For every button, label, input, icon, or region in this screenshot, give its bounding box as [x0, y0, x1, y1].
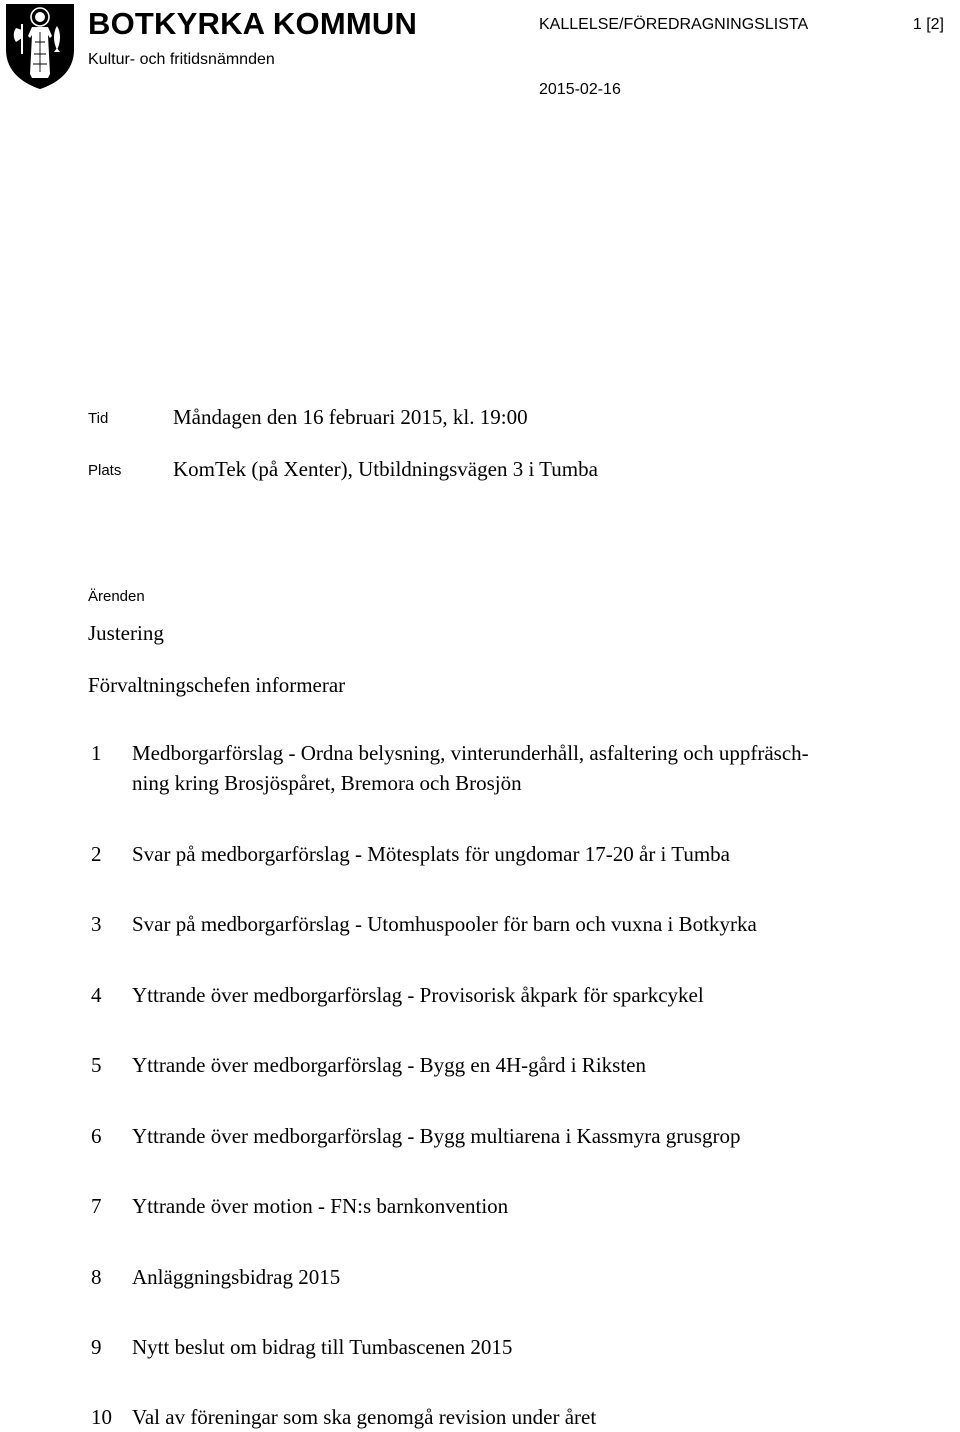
agenda-item-text [132, 909, 852, 939]
page-number: 1 [2] [912, 16, 944, 33]
place-value: KomTek (på Xenter), Utbildningsvägen 3 i Tumba [173, 457, 598, 481]
agenda-item-text [132, 1121, 852, 1151]
document-date: 2015-02-16 [539, 81, 621, 98]
agenda-item-line: Yttrande över medborgarförslag - Bygg multiarena i Kassmyra grusgrop [132, 1124, 741, 1148]
agenda-intro-item: Justering [88, 621, 164, 645]
agenda-item-text [132, 1402, 852, 1432]
agenda-item-number: 1 [91, 741, 102, 765]
agenda-item-text [132, 1332, 852, 1362]
agenda-section-label: Ärenden [88, 588, 145, 605]
agenda-item-number: 2 [91, 842, 102, 866]
time-label: Tid [88, 410, 109, 427]
agenda-item-line: ning kring Brosjöspåret, Bremora och Brosjön [132, 771, 522, 795]
agenda-item-text [132, 738, 852, 798]
agenda-item-line: Yttrande över motion - FN:s barnkonvention [132, 1194, 509, 1218]
organization-unit: Kultur- och fritidsnämnden [88, 51, 275, 68]
agenda-item-line: Yttrande över medborgarförslag - Bygg en 4H-gård i Riksten [132, 1053, 646, 1077]
organization-name: BOTKYRKA KOMMUN [88, 6, 418, 41]
agenda-item-line: Val av föreningar som ska genomgå revision under året [132, 1405, 597, 1429]
agenda-item-line: Anläggningsbidrag 2015 [132, 1265, 341, 1289]
agenda-item-text [132, 839, 852, 869]
agenda-item-text [132, 1262, 852, 1292]
agenda-item-number: 9 [91, 1335, 102, 1359]
agenda-item-line: Svar på medborgarförslag - Mötesplats för ungdomar 17-20 år i Tumba [132, 842, 731, 866]
agenda-item-number: 3 [91, 912, 102, 936]
agenda-item-number: 8 [91, 1265, 102, 1289]
agenda-item-number: 6 [91, 1124, 102, 1148]
agenda-item-line: Nytt beslut om bidrag till Tumbascenen 2015 [132, 1335, 513, 1359]
coat-of-arms-icon [4, 2, 76, 90]
agenda-item-line: Yttrande över medborgarförslag - Provisorisk åkpark för sparkcykel [132, 983, 704, 1007]
agenda-item-text [132, 980, 852, 1010]
place-label: Plats [88, 462, 122, 479]
agenda-item-text [132, 1050, 852, 1080]
agenda-item-text [132, 1191, 852, 1221]
agenda-item-line: Medborgarförslag - Ordna belysning, vinterunderhåll, asfaltering och uppfräsch- [132, 741, 809, 765]
agenda-item-line: Svar på medborgarförslag - Utomhuspooler för barn och vuxna i Botkyrka [132, 912, 757, 936]
time-value: Måndagen den 16 februari 2015, kl. 19:00 [173, 405, 528, 429]
document-type: KALLELSE/FÖREDRAGNINGSLISTA [539, 16, 809, 33]
agenda-item-number: 10 [91, 1405, 112, 1429]
agenda-item-number: 7 [91, 1194, 102, 1218]
agenda-item-number: 4 [91, 983, 102, 1007]
agenda-intro-item: Förvaltningschefen informerar [88, 673, 346, 697]
agenda-item-number: 5 [91, 1053, 102, 1077]
